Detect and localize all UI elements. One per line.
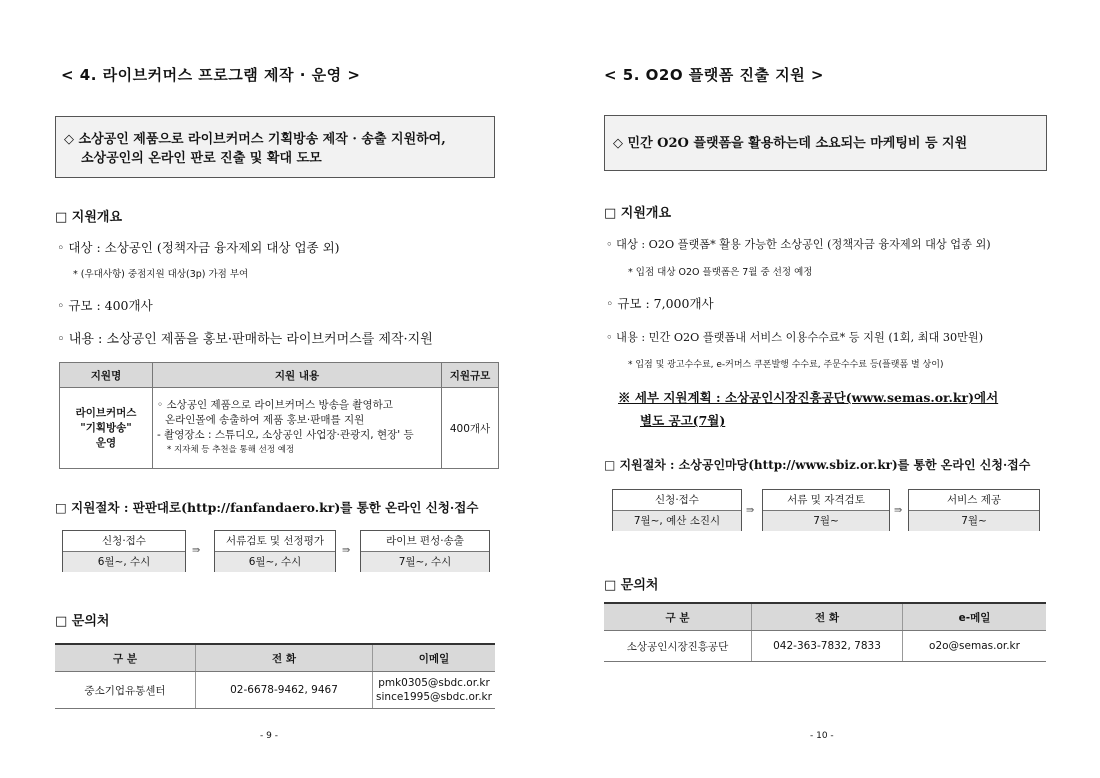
program-name-line: 라이브커머스 (75, 406, 137, 419)
step-label: 서류 및 자격검토 (763, 490, 889, 511)
summary-line: ◇ 민간 O2O 플랫폼을 활용하는데 소요되는 마케팅비 등 지원 (613, 136, 968, 151)
double-arrow-icon: ⇛ (342, 545, 351, 556)
section-title: < 4. 라이브커머스 프로그램 제작 · 운영 > (61, 66, 361, 84)
contact-header: 구 분 (55, 644, 196, 672)
step-time: 7월~, 예산 소진시 (613, 511, 741, 531)
contact-email[interactable]: since1995@sbdc.or.kr (376, 691, 492, 703)
content-note: * 입점 및 광고수수료, e-커머스 쿠폰발행 수수료, 주문수수료 등(플랫폼 별 상이) (628, 360, 944, 370)
content-text: ◦ 내용 : 민간 O2O 플랫폼내 서비스 이용수수료* 등 지원 (1회, 최대 30만원) (606, 331, 984, 344)
step-time: 7월~ (763, 511, 889, 531)
double-arrow-icon: ⇛ (894, 505, 903, 516)
contact-header: 전 화 (752, 603, 903, 631)
step-time: 7월~ (909, 511, 1039, 531)
process-step-2 (214, 530, 336, 572)
contact-org: 소상공인시장진흥공단 (604, 631, 752, 662)
table-header: 지원 내용 (153, 363, 442, 388)
step-time: 6월~, 수시 (215, 552, 335, 572)
target-text: ◦ 대상 : 소상공인 (정책자금 융자제외 대상 업종 외) (57, 240, 340, 255)
program-scale-cell: 400개사 (442, 388, 499, 469)
contact-header: 구 분 (604, 603, 752, 631)
summary-line-2: 소상공인의 온라인 판로 진출 및 확대 도모 (81, 151, 322, 166)
program-name-cell (60, 388, 153, 469)
content-text: ◦ 내용 : 소상공인 제품을 홍보·판매하는 라이브커머스를 제작·지원 (57, 332, 433, 347)
contact-heading: □ 문의처 (604, 578, 659, 593)
contact-email[interactable]: pmk0305@sbdc.or.kr (378, 677, 490, 689)
contact-phone: 02-6678-9462, 9467 (196, 672, 373, 709)
procedure-heading: □ 지원절차 : 판판대로(http://fanfandaero.kr)를 통한 온라인 신청·접수 (55, 500, 479, 515)
target-note: * (우대사항) 중점지원 대상(3p) 가점 부여 (73, 269, 249, 280)
program-detail-cell (153, 388, 442, 469)
page-9 (55, 0, 495, 778)
table-row (604, 631, 1046, 662)
summary-line-1: ◇ 소상공인 제품으로 라이브커머스 기획방송 제작 · 송출 지원하여, (64, 132, 446, 147)
process-step-1 (62, 530, 186, 572)
contact-table (55, 643, 495, 709)
overview-heading: □ 지원개요 (55, 210, 123, 225)
process-step-3 (360, 530, 490, 572)
table-header: 지원명 (60, 363, 153, 388)
double-arrow-icon: ⇛ (746, 505, 755, 516)
support-table (59, 362, 499, 469)
table-row (60, 388, 499, 469)
table-header: 지원규모 (442, 363, 499, 388)
overview-heading: □ 지원개요 (604, 206, 672, 221)
contact-header: 전 화 (196, 644, 373, 672)
section-title: < 5. O2O 플랫폼 진출 지원 > (604, 66, 824, 84)
procedure-heading: □ 지원절차 : 소상공인마당(http://www.sbiz.or.kr)를 통한 온라인 신청·접수 (604, 458, 1031, 472)
contact-email-cell (373, 672, 496, 709)
contact-email[interactable]: o2o@semas.or.kr (903, 631, 1047, 662)
page-10 (604, 0, 1049, 778)
scale-text: ◦ 규모 : 400개사 (57, 298, 153, 313)
contact-header: 이메일 (373, 644, 496, 672)
detail-plan-line: 별도 공고(7월) (640, 413, 726, 428)
table-row (55, 672, 495, 709)
detail-plan (618, 388, 998, 429)
program-name-line: "기획방송" (80, 421, 132, 434)
contact-header: e-메일 (903, 603, 1047, 631)
detail-line: 온라인몰에 송출하여 제품 홍보·판매를 지원 (165, 414, 365, 426)
program-name-line: 운영 (95, 436, 117, 449)
contact-header-row (55, 644, 495, 672)
contact-phone: 042-363-7832, 7833 (752, 631, 903, 662)
page-number: - 9 - (260, 731, 278, 741)
double-arrow-icon: ⇛ (192, 545, 201, 556)
summary-box (55, 116, 495, 178)
summary-box (604, 115, 1047, 171)
page-number: - 10 - (810, 731, 834, 741)
detail-line: ◦ 소상공인 제품으로 라이브커머스 방송을 촬영하고 (157, 399, 393, 411)
contact-org: 중소기업유통센터 (55, 672, 196, 709)
target-note: * 입점 대상 O2O 플랫폼은 7월 중 선정 예정 (628, 267, 813, 278)
contact-heading: □ 문의처 (55, 614, 110, 629)
contact-header-row (604, 603, 1046, 631)
process-step-3 (908, 489, 1040, 531)
step-label: 신청·접수 (613, 490, 741, 511)
step-label: 라이브 편성·송출 (361, 531, 489, 552)
detail-note: * 지자체 등 추천을 통해 선정 예정 (167, 445, 295, 455)
step-label: 서류검토 및 선정평가 (215, 531, 335, 552)
step-label: 서비스 제공 (909, 490, 1039, 511)
step-time: 6월~, 수시 (63, 552, 185, 572)
target-text: ◦ 대상 : O2O 플랫폼* 활용 가능한 소상공인 (정책자금 융자제외 대상 업종 외) (606, 238, 991, 251)
table-header-row (60, 363, 499, 388)
step-time: 7월~, 수시 (361, 552, 489, 572)
process-step-2 (762, 489, 890, 531)
scale-text: ◦ 규모 : 7,000개사 (606, 296, 714, 311)
step-label: 신청·접수 (63, 531, 185, 552)
process-step-1 (612, 489, 742, 531)
contact-table (604, 602, 1046, 662)
detail-plan-line: ※ 세부 지원계획 : 소상공인시장진흥공단(www.semas.or.kr)에서 (618, 390, 999, 405)
detail-line: - 촬영장소 : 스튜디오, 소상공인 사업장·관광지, 현장' 등 (157, 429, 414, 441)
